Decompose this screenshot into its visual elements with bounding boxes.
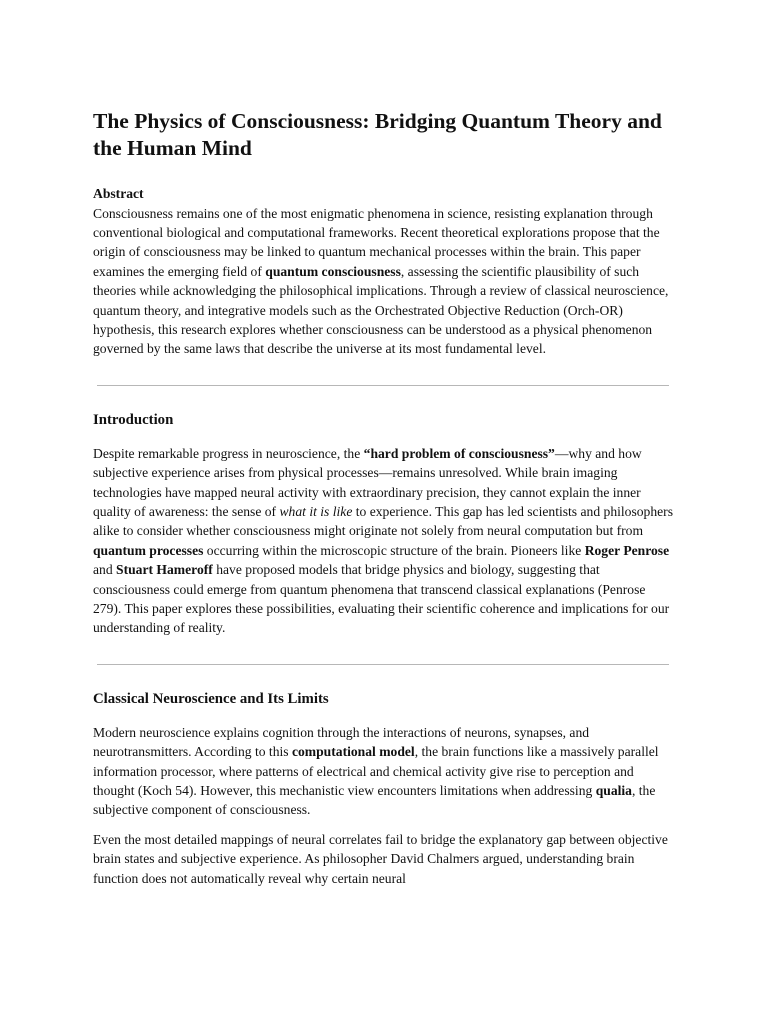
introduction-paragraph	[93, 444, 675, 638]
classical-paragraph-2: Even the most detailed mappings of neural correlates fail to bridge the explanatory gap between objective brain states and subjective experience. As philosopher David Chalmers argued, understanding brain function does not automatically reveal why certain neural	[93, 831, 668, 886]
intro-text-4: occurring within the microscopic structure of the brain. Pioneers like	[203, 542, 585, 558]
classical-neuroscience-heading: Classical Neuroscience and Its Limits	[93, 690, 329, 707]
intro-bold-hard-problem: “hard problem of consciousness”	[363, 445, 555, 461]
classical-text-2: , the brain functions like a massively parallel information processor, where patterns of electrical and chemical activity give rise to perception and thought (Koch 54). However, this mechanistic view encounters limitations when addressing	[93, 744, 659, 799]
abstract-text-2: , assessing the scientific plausibility of such theories while acknowledging the philosophical implications. Through a review of classical neuroscience, quantum theory, and integrative models such as the Orchestrated Objective Reduction (Orch-OR) hypothesis, this research explores whether consciousness can be understood as a physical phenomenon governed by the same laws that describe the universe at its most fundamental level.	[93, 263, 669, 357]
classical-bold-qualia: qualia	[595, 783, 632, 799]
abstract-text-1: Consciousness remains one of the most enigmatic phenomena in science, resisting explanation through conventional biological and computational frameworks. Recent theoretical explorations propose that the origin of consciousness may be linked to quantum mechanical processes within the brain. This paper examines the emerging field of	[93, 205, 660, 279]
intro-text-3: to experience. This gap has led scientists and philosophers alike to consider whether consciousness might originate not solely from neural computation but from	[93, 503, 674, 539]
abstract-bold-quantum-consciousness: quantum consciousness	[265, 263, 401, 279]
intro-text-6: have proposed models that bridge physics and biology, suggesting that consciousness could emerge from quantum phenomena that transcend classical explanations (Penrose 279). This paper explores these possibilities, evaluating their scientific coherence and implications for our understanding of reality.	[93, 562, 670, 636]
introduction-heading: Introduction	[93, 411, 174, 428]
classical-text-1: Modern neuroscience explains cognition through the interactions of neurons, synapses, and neurotransmitters. According to this	[93, 724, 590, 760]
intro-bold-quantum-processes: quantum processes	[93, 542, 204, 558]
intro-text-1: Despite remarkable progress in neuroscience, the	[93, 445, 364, 461]
intro-bold-stuart-hameroff: Stuart Hameroff	[116, 562, 213, 578]
classical-text-3: , the subjective component of consciousness.	[93, 783, 656, 818]
document-title: The Physics of Consciousness: Bridging Quantum Theory and the Human Mind	[93, 109, 662, 160]
intro-text-2: —why and how subjective experience arises from physical processes—remains unresolved. While brain imaging technologies have mapped neural activity with extraordinary precision, they cannot explain the inner quality of awareness: the sense of	[93, 445, 642, 519]
abstract-paragraph	[93, 204, 675, 359]
classical-paragraph-1	[93, 723, 675, 820]
intro-text-5: and	[93, 562, 117, 578]
classical-bold-computational-model: computational model	[291, 744, 415, 760]
intro-italic-what-it-is-like: what it is like	[279, 503, 353, 519]
document-page	[93, 108, 675, 888]
abstract-heading: Abstract	[93, 186, 144, 201]
intro-bold-roger-penrose: Roger Penrose	[584, 542, 670, 558]
